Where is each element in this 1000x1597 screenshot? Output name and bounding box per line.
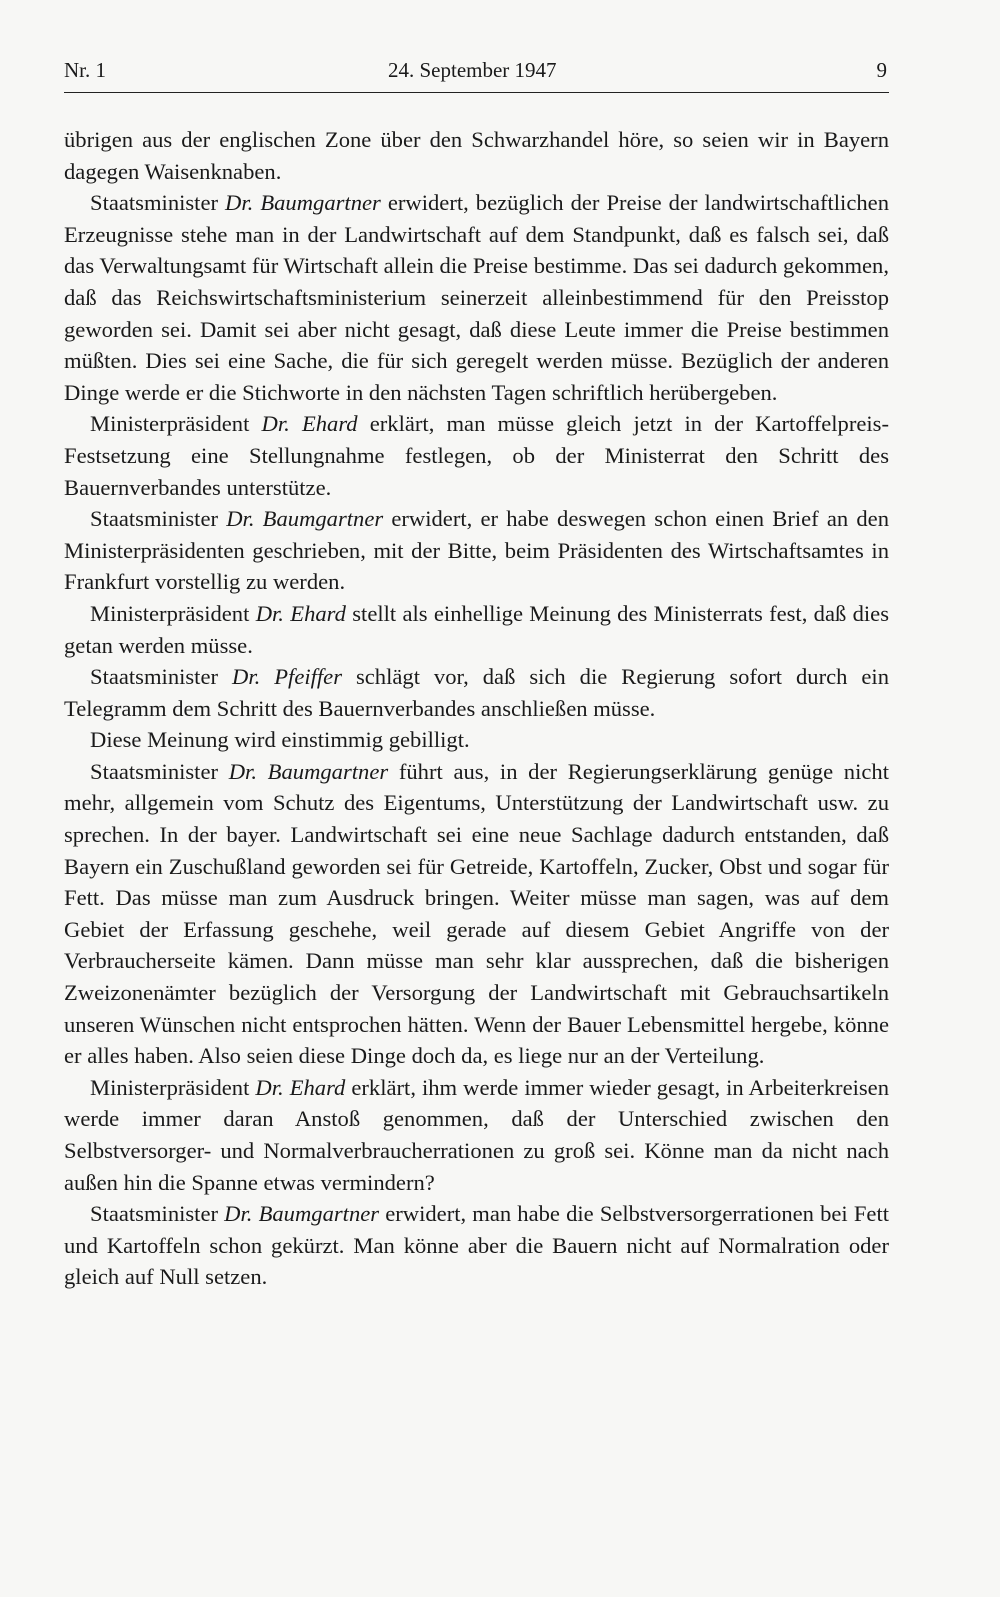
paragraph [64, 1072, 889, 1198]
speaker-title: Dr. [228, 758, 257, 784]
paragraph-text: erklärt, man müsse gleich jetzt in der Kartoffelpreis-Festsetzung eine Stellungnahme festlegen, ob der Ministerrat den Schritt des Bauernverbandes unterstütze. [64, 411, 889, 500]
header-rule [64, 92, 889, 93]
paragraph-text: führt aus, in der Regierungserklärung genüge nicht mehr, allgemein vom Schutz des Eigentums, Unterstützung der Landwirtschaft usw. zu sprechen. In der bayer. Landwirtschaft sei eine neue Sachlage dadurch entstanden, daß Bayern ein Zuschußland geworden sei für Getreide, Kartoffeln, Zucker, Obst und sogar für Fett. Das müsse man zum Ausdruck bringen. Weiter müsse man sagen, was auf dem Gebiet der Erfassung geschehe, weil gerade auf diesem Gebiet Angriffe von der Verbraucherseite kämen. Dann müsse man sehr klar aussprechen, daß die bisherigen Zweizonenämter bezüglich der Versorgung der Landwirtschaft mit Gebrauchsartikeln unseren Wünschen nicht entsprochen hätten. Wenn der Bauer Lebensmittel hergebe, könne er alles haben. Also seien diese Dinge doch da, es liege nur an der Verteilung. [64, 758, 889, 1069]
paragraph-text: stellt als einhellige Meinung des Ministerrats fest, daß dies getan werden müsse. [64, 600, 889, 658]
paragraph [64, 598, 889, 661]
speaker-name: Ehard [301, 411, 358, 437]
speaker-title: Dr. [224, 1201, 253, 1227]
speaker-name: Baumgartner [267, 758, 389, 784]
speaker-role: Staatsminister [90, 1201, 219, 1227]
speaker-title: Dr. [255, 600, 284, 626]
paragraph [64, 1198, 889, 1293]
speaker-name: Pfeiffer [274, 664, 342, 690]
page-header [64, 58, 889, 88]
paragraph-text: Diese Meinung wird einstimmig gebilligt. [90, 727, 470, 753]
speaker-role: Staatsminister [90, 506, 219, 532]
paragraph-text: erwidert, bezüglich der Preise der landwirtschaftlichen Erzeugnisse stehe man in der Landwirtschaft auf dem Standpunkt, daß es falsch sei, daß das Verwaltungsamt für Wirtschaft allein die Preise bestimme. Das sei dadurch gekommen, daß das Reichswirtschaftsministerium seinerzeit alleinbestimmend für den Preisstop geworden sei. Damit sei aber nicht gesagt, daß diese Leute immer die Preise bestimmen müßten. Dies sei eine Sache, die für sich geregelt werden müsse. Bezüglich der anderen Dinge werde er die Stichworte in den nächsten Tagen schriftlich herübergeben. [64, 190, 889, 405]
paragraph [64, 187, 889, 408]
paragraph-text: erklärt, ihm werde immer wieder gesagt, in Arbeiterkreisen werde immer daran Anstoß genommen, daß der Unterschied zwischen den Selbstversorger- und Normalverbraucherrationen zu groß sei. Könne man da nicht nach außen hin die Spanne etwas vermindern? [64, 1074, 889, 1195]
speaker-title: Dr. [255, 1074, 284, 1100]
document-body [64, 124, 889, 1293]
speaker-name: Ehard [289, 1074, 346, 1100]
paragraph [64, 756, 889, 1072]
paragraph [64, 124, 889, 187]
paragraph [64, 503, 889, 598]
header-date: 24. September 1947 [388, 58, 557, 82]
speaker-role: Ministerpräsident [90, 600, 250, 626]
paragraph [64, 661, 889, 724]
issue-number: Nr. 1 [64, 58, 106, 82]
speaker-role: Staatsminister [90, 758, 219, 784]
speaker-title: Dr. [225, 190, 254, 216]
speaker-name: Ehard [290, 600, 346, 626]
speaker-name: Baumgartner [262, 506, 384, 532]
paragraph-text: übrigen aus der englischen Zone über den Schwarzhandel höre, so seien wir in Bayern dagegen Waisenknaben. [64, 127, 889, 184]
paragraph [64, 408, 889, 503]
speaker-name: Baumgartner [258, 1201, 380, 1227]
speaker-role: Ministerpräsident [90, 411, 250, 437]
speaker-title: Dr. [232, 664, 261, 690]
speaker-title: Dr. [226, 506, 255, 532]
paragraph-text: schlägt vor, daß sich die Regierung sofort durch ein Telegramm dem Schritt des Bauernverbandes anschließen müsse. [64, 664, 889, 721]
speaker-role: Staatsminister [90, 664, 219, 690]
paragraph-text: erwidert, man habe die Selbstversorgerrationen bei Fett und Kartoffeln schon gekürzt. Man könne aber die Bauern nicht auf Normalration oder gleich auf Null setzen. [64, 1201, 889, 1290]
speaker-role: Staatsminister [90, 190, 219, 216]
paragraph-text: erwidert, er habe deswegen schon einen Brief an den Ministerpräsidenten geschrieben, mit der Bitte, beim Präsidenten des Wirtschaftsamtes in Frankfurt vorstellig zu werden. [64, 506, 890, 595]
speaker-role: Ministerpräsident [90, 1074, 250, 1100]
speaker-name: Baumgartner [260, 190, 381, 216]
speaker-title: Dr. [261, 411, 290, 437]
page-number: 9 [876, 58, 887, 82]
paragraph [64, 724, 889, 756]
